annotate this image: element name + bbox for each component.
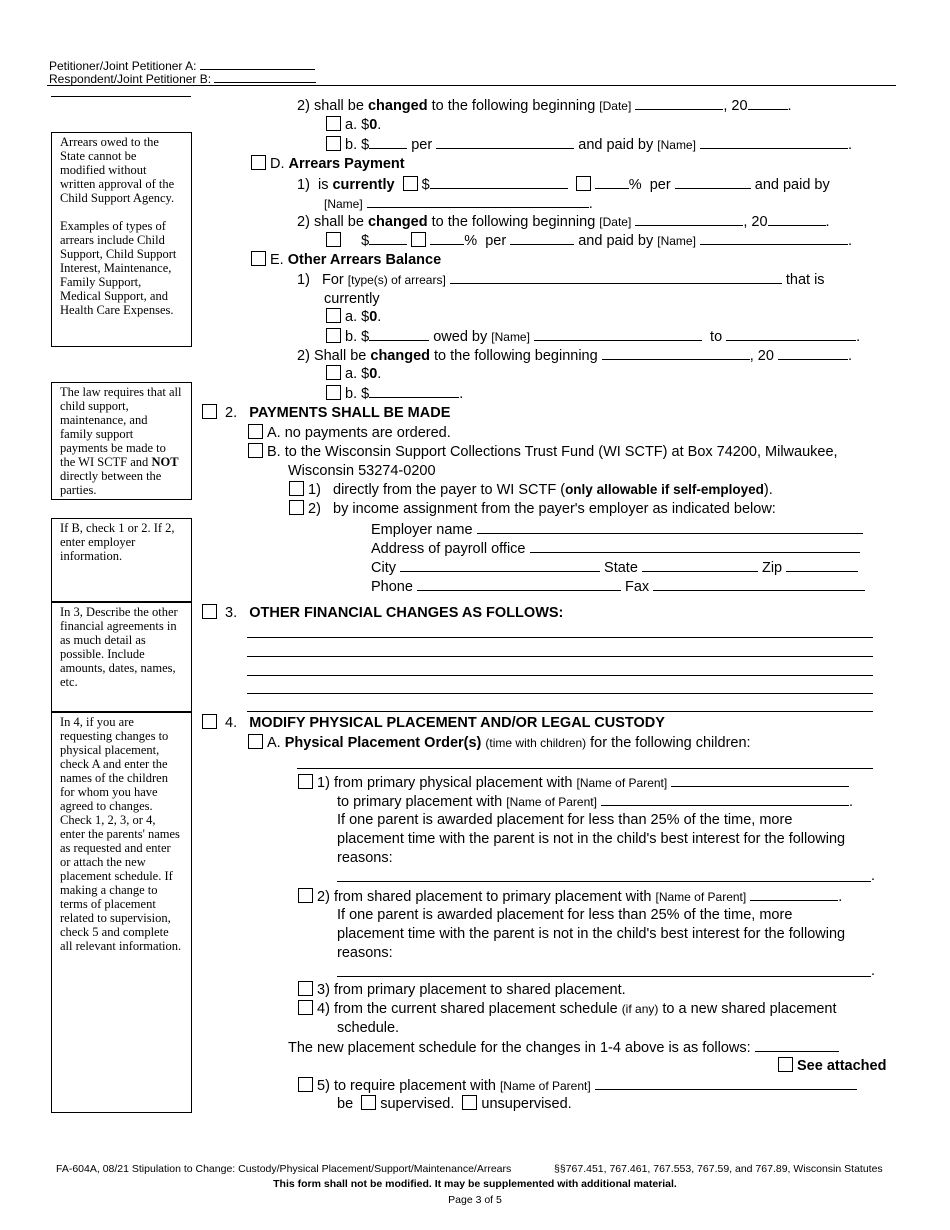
date-label: [Date] xyxy=(599,215,632,229)
twenty-label: , 20 xyxy=(743,214,768,230)
employer-label: Employer name xyxy=(371,522,473,538)
sec4-4-text: from the current shared placement schedule xyxy=(333,1001,618,1017)
option-b-label: b. $ xyxy=(345,386,370,402)
children-names-line[interactable] xyxy=(297,768,873,769)
e2-b-amount[interactable] xyxy=(369,384,459,398)
period: . xyxy=(377,117,382,133)
c2-changed: changed xyxy=(367,98,428,114)
period: . xyxy=(825,214,830,230)
c2-year-input[interactable] xyxy=(748,96,788,110)
pct-label: % xyxy=(464,233,478,249)
zip-input[interactable] xyxy=(786,558,858,572)
d2-payer[interactable] xyxy=(700,231,848,245)
see-attached-label: See attached xyxy=(797,1058,887,1074)
per-label: per xyxy=(485,233,507,249)
c2-num: 2) xyxy=(297,98,310,114)
d2-pct[interactable] xyxy=(430,231,464,245)
sec4-3-text: from primary placement to shared placement. xyxy=(333,982,626,998)
d-title: Arrears Payment xyxy=(288,156,405,172)
respondent-field xyxy=(49,69,316,86)
e-for: For xyxy=(322,272,344,288)
d-num2: 2) xyxy=(297,214,310,230)
sec4-4-checkbox[interactable] xyxy=(298,1000,313,1015)
reason-line3: reasons: xyxy=(337,850,393,866)
e-b-amount[interactable] xyxy=(369,327,429,341)
petitioner-input[interactable] xyxy=(200,56,315,70)
footer-statutes: §§767.451, 767.461, 767.553, 767.59, and 767.89, Wisconsin Statutes xyxy=(554,1163,883,1175)
c2-date-input[interactable] xyxy=(635,96,723,110)
sec2-a-checkbox[interactable] xyxy=(248,424,263,439)
reason-line3: reasons: xyxy=(337,945,393,961)
sec4-3-num: 3) xyxy=(317,982,330,998)
sidebar-arrears-note xyxy=(51,132,192,347)
d2-date[interactable] xyxy=(635,212,743,226)
sec2-b-checkbox[interactable] xyxy=(248,443,263,458)
d-letter: D. xyxy=(270,156,285,172)
e-num2: 2) xyxy=(297,348,310,364)
e-shall-be: Shall be xyxy=(313,348,367,364)
zero-value: 0 xyxy=(369,366,378,382)
sidebar-payments-note xyxy=(51,382,192,500)
option-b-label: b. $ xyxy=(345,329,370,345)
period: . xyxy=(377,309,382,325)
e-checkbox[interactable] xyxy=(251,251,266,266)
e-b-checkbox[interactable] xyxy=(326,328,341,343)
sec2-option-b xyxy=(248,443,838,461)
paid-by-label: and paid by xyxy=(754,177,830,193)
schedule-input[interactable] xyxy=(755,1038,839,1052)
e-heading xyxy=(251,251,441,269)
c2-option-a xyxy=(326,116,381,134)
sec2-b-line2: Wisconsin 53274-0200 xyxy=(288,463,436,479)
sec2-title: PAYMENTS SHALL BE MADE xyxy=(249,405,451,421)
e-title: Other Arrears Balance xyxy=(287,252,442,268)
header-rule xyxy=(47,85,896,86)
sec2-b2-num: 2) xyxy=(308,501,321,517)
fax-input[interactable] xyxy=(653,577,865,591)
sec4-item1-to xyxy=(337,792,853,811)
sec4-a-bold: Physical Placement Order(s) xyxy=(284,735,482,751)
parent-label: [Name of Parent] xyxy=(655,890,747,904)
zero-value: 0 xyxy=(369,117,378,133)
e-rest: to the following beginning xyxy=(434,348,598,364)
sec4-heading xyxy=(202,714,665,732)
option-a-label: a. $ xyxy=(345,117,370,133)
sec3-line[interactable] xyxy=(247,637,873,638)
address-label: Address of payroll office xyxy=(371,541,526,557)
sec4-item5-line2 xyxy=(337,1095,572,1113)
per-label: per xyxy=(411,137,433,153)
zip-label: Zip xyxy=(761,560,783,576)
sec2-checkbox[interactable] xyxy=(202,404,217,419)
schedule-line xyxy=(288,1038,839,1057)
sec4-5-num: 5) xyxy=(317,1078,330,1094)
sec4-a-small: (time with children) xyxy=(485,736,587,750)
see-attached xyxy=(778,1057,886,1075)
twenty-label: , 20 xyxy=(749,348,774,364)
sec2-b2-checkbox[interactable] xyxy=(289,500,304,515)
address-input[interactable] xyxy=(530,539,860,553)
sec4-a-rest: for the following children: xyxy=(590,735,751,751)
sec4-option-a xyxy=(248,734,751,752)
reason-line2: placement time with the parent is not in the child's best interest for the following xyxy=(337,926,846,942)
sec3-line[interactable] xyxy=(247,675,873,676)
supervised-checkbox[interactable] xyxy=(361,1095,376,1110)
d-line1 xyxy=(297,175,830,194)
c2-b-amount[interactable] xyxy=(369,135,407,149)
e-num1: 1) xyxy=(297,272,310,288)
d-line1b xyxy=(324,194,593,213)
payments-note-text-end: directly between the parties. xyxy=(60,469,162,497)
payments-note-not: NOT xyxy=(151,455,179,469)
period: . xyxy=(848,794,854,810)
dollar-label: $ xyxy=(361,233,370,249)
d2-amount[interactable] xyxy=(369,231,407,245)
e-currently: currently xyxy=(324,291,380,307)
sec2-b-text: B. to the Wisconsin Support Collections Trust Fund (WI SCTF) at Box 74200, Milwaukee, xyxy=(267,444,838,460)
d1-pct[interactable] xyxy=(595,175,629,189)
phone-label: Phone xyxy=(371,579,413,595)
sec4-2-checkbox[interactable] xyxy=(298,888,313,903)
sec4-a-checkbox[interactable] xyxy=(248,734,263,749)
schedule-text: The new placement schedule for the changes in 1-4 above is as follows: xyxy=(288,1040,751,1056)
e-to: to xyxy=(710,329,723,345)
footer-form: FA-604A, 08/21 Stipulation to Change: Custody/Physical Placement/Support/Maintenance/Arrears xyxy=(56,1163,512,1175)
see-attached-checkbox[interactable] xyxy=(778,1057,793,1072)
sec3-checkbox[interactable] xyxy=(202,604,217,619)
sec4-item3 xyxy=(298,981,626,999)
period: . xyxy=(838,889,843,905)
e2-option-a xyxy=(326,365,381,383)
e-line1 xyxy=(297,270,825,289)
address-row xyxy=(371,539,860,558)
c2-b-period[interactable] xyxy=(436,135,574,149)
sec3-line[interactable] xyxy=(247,711,873,712)
unsupervised-label: unsupervised. xyxy=(481,1096,572,1112)
e2-a-checkbox[interactable] xyxy=(326,365,341,380)
d-line2 xyxy=(297,212,830,231)
financial-note-text: In 3, Describe the other financial agreements in as much detail as possible. Include amounts, dates, names, etc. xyxy=(60,605,178,689)
c2-b-payer[interactable] xyxy=(700,135,848,149)
sec4-1-parent-a[interactable] xyxy=(671,773,849,787)
e2-option-b xyxy=(326,384,463,403)
petitioner-label: Petitioner/Joint Petitioner A: xyxy=(49,59,197,73)
e-letter: E. xyxy=(270,252,284,268)
sec3-line[interactable] xyxy=(247,693,873,694)
e-option-a xyxy=(326,308,381,326)
c2-rest: to the following beginning xyxy=(431,98,596,114)
sec4-4-num: 4) xyxy=(317,1001,330,1017)
phone-input[interactable] xyxy=(417,577,621,591)
sec4-item4 xyxy=(298,1000,837,1018)
placement-note-text: In 4, if you are requesting changes to physical placement, check A and enter the names of the children for whom you have agreed to changes. Check 1, 2, 3, or 4, enter the parents' names as requested and enter or attach the new placement schedule. If making a change to terms of placement related to supervision, check 5 and complete all relevant information. xyxy=(60,715,182,953)
c2-a-checkbox[interactable] xyxy=(326,116,341,131)
d-changed: changed xyxy=(367,214,428,230)
name-label: [Name] xyxy=(491,330,530,344)
e-types-label: [type(s) of arrears] xyxy=(347,273,446,287)
period: . xyxy=(847,233,852,249)
page-number: Page 3 of 5 xyxy=(448,1194,502,1206)
city-label: City xyxy=(371,560,396,576)
sec2-a-text: A. no payments are ordered. xyxy=(267,425,451,441)
period: . xyxy=(588,196,593,212)
sec4-1-reasons-input[interactable] xyxy=(337,881,871,882)
d1-period[interactable] xyxy=(675,175,751,189)
sec4-3-checkbox[interactable] xyxy=(298,981,313,996)
respondent-input[interactable] xyxy=(214,69,316,83)
sec2-b-option1 xyxy=(289,481,773,499)
d-checkbox[interactable] xyxy=(251,155,266,170)
sec4-1-num: 1) xyxy=(317,775,330,791)
sec2-heading xyxy=(202,404,450,422)
sec4-2-parent[interactable] xyxy=(750,887,838,901)
sec4-a-letter: A. xyxy=(267,735,281,751)
reason-line2: placement time with the parent is not in the child's best interest for the following xyxy=(337,831,846,847)
twenty-label: , 20 xyxy=(723,98,748,114)
city-row xyxy=(371,558,858,577)
employer-row xyxy=(371,520,863,539)
sec3-heading xyxy=(202,604,563,622)
sec4-item2 xyxy=(298,887,842,906)
e2-b-checkbox[interactable] xyxy=(326,385,341,400)
employer-note-text: If B, check 1 or 2. If 2, enter employer information. xyxy=(60,521,175,563)
d1-payer[interactable] xyxy=(367,194,589,208)
state-label: State xyxy=(604,560,638,576)
sec4-1-to: to primary placement with xyxy=(337,794,503,810)
sec2-num: 2. xyxy=(225,405,238,421)
sec4-4-rest: to a new shared placement xyxy=(662,1001,837,1017)
footer-notice: This form shall not be modified. It may be supplemented with additional material. xyxy=(273,1178,677,1190)
d-heading xyxy=(251,155,405,173)
sec4-item1 xyxy=(298,773,849,792)
sec4-1-checkbox[interactable] xyxy=(298,774,313,789)
period: . xyxy=(856,329,861,345)
e2-date[interactable] xyxy=(602,346,750,360)
d-is: is xyxy=(317,177,329,193)
paid-by-label: and paid by xyxy=(578,137,654,153)
option-a-label: a. $ xyxy=(345,366,370,382)
e-line2 xyxy=(297,346,852,365)
e-a-checkbox[interactable] xyxy=(326,308,341,323)
fax-label: Fax xyxy=(625,579,650,595)
state-input[interactable] xyxy=(642,558,758,572)
d-rest: to the following beginning xyxy=(431,214,596,230)
period: . xyxy=(871,963,876,979)
sec2-b1-end: ). xyxy=(763,482,773,498)
date-label: [Date] xyxy=(599,99,632,113)
parent-label: [Name of Parent] xyxy=(506,795,597,809)
dollar-label: $ xyxy=(421,177,430,193)
e-types-input[interactable] xyxy=(450,270,782,284)
period: . xyxy=(847,348,852,364)
payments-note-text: The law requires that all child support, maintenance, and family support payments be made to the WI SCTF and xyxy=(60,385,182,469)
arrears-note-p2: Examples of types of arrears include Child Support, Child Support Interest, Maintenance, Family Support, Medical Support, and Health Care Expenses. xyxy=(60,219,177,317)
paid-by-label: and paid by xyxy=(578,233,654,249)
respondent-label: Respondent/Joint Petitioner B: xyxy=(49,72,212,86)
e2-year[interactable] xyxy=(778,346,848,360)
e-b-to[interactable] xyxy=(726,327,856,341)
c2-shall-be: shall be xyxy=(313,98,364,114)
reason-line1: If one parent is awarded placement for less than 25% of the time, more xyxy=(337,812,793,828)
sec4-5-parent[interactable] xyxy=(595,1076,857,1090)
sec2-b1-num: 1) xyxy=(308,482,321,498)
period: . xyxy=(377,366,382,382)
d-currently: currently xyxy=(332,177,395,193)
sidebar-rule xyxy=(51,96,191,97)
per-label: per xyxy=(649,177,671,193)
sec2-b2-text: by income assignment from the payer's employer as indicated below: xyxy=(333,501,776,517)
sec3-num: 3. xyxy=(225,605,238,621)
sec4-checkbox[interactable] xyxy=(202,714,217,729)
name-label: [Name] xyxy=(324,197,363,211)
sec4-5-checkbox[interactable] xyxy=(298,1077,313,1092)
sec2-option-a xyxy=(248,424,451,442)
d2-pct-checkbox[interactable] xyxy=(411,232,426,247)
sec4-2-text: from shared placement to primary placement with xyxy=(333,889,652,905)
sec4-1-text: from primary physical placement with xyxy=(333,775,573,791)
supervised-label: supervised. xyxy=(380,1096,455,1112)
sidebar-employer-note xyxy=(51,518,192,602)
phone-row xyxy=(371,577,865,596)
d-num1: 1) xyxy=(297,177,310,193)
sec4-2-reasons-input[interactable] xyxy=(337,976,871,977)
e-that-is: that is xyxy=(785,272,825,288)
sec3-title: OTHER FINANCIAL CHANGES AS FOLLOWS: xyxy=(249,605,564,621)
d2-period[interactable] xyxy=(510,231,574,245)
sec4-item5 xyxy=(298,1076,857,1095)
period: . xyxy=(787,98,792,114)
sec4-5-text: to require placement with xyxy=(333,1078,496,1094)
d1-pct-checkbox[interactable] xyxy=(576,176,591,191)
e-b-owed-by[interactable] xyxy=(534,327,702,341)
c2-line xyxy=(297,96,792,115)
employer-input[interactable] xyxy=(477,520,863,534)
e-owed-by: owed by xyxy=(433,329,488,345)
be-label: be xyxy=(337,1096,354,1112)
city-input[interactable] xyxy=(400,558,600,572)
e-option-b xyxy=(326,327,860,346)
sec4-2-num: 2) xyxy=(317,889,330,905)
c2-option-b xyxy=(326,135,852,154)
name-label: [Name] xyxy=(657,138,696,152)
sec2-b1-text: directly from the payer to WI SCTF ( xyxy=(333,482,566,498)
option-b-label: b. $ xyxy=(345,137,370,153)
sec2-b-option2 xyxy=(289,500,776,518)
parent-label: [Name of Parent] xyxy=(499,1079,591,1093)
sec2-b1-bold: only allowable if self-employed xyxy=(565,482,764,497)
period: . xyxy=(847,137,853,153)
e-changed: changed xyxy=(370,348,430,364)
unsupervised-checkbox[interactable] xyxy=(462,1095,477,1110)
sec4-num: 4. xyxy=(225,715,238,731)
d2-dollar-checkbox[interactable] xyxy=(326,232,341,247)
parent-label: [Name of Parent] xyxy=(576,776,668,790)
sec4-item4-line2: schedule. xyxy=(337,1020,400,1036)
d-shall-be: shall be xyxy=(313,214,364,230)
c2-b-checkbox[interactable] xyxy=(326,136,341,151)
sec4-4-small: (if any) xyxy=(621,1002,659,1016)
period: . xyxy=(459,386,464,402)
sidebar-financial-note xyxy=(51,602,192,712)
period: . xyxy=(871,868,876,884)
sidebar-placement-note xyxy=(51,712,192,1113)
d2-year[interactable] xyxy=(768,212,826,226)
d-line2b xyxy=(326,231,852,250)
name-label: [Name] xyxy=(657,234,696,248)
reason-line1: If one parent is awarded placement for less than 25% of the time, more xyxy=(337,907,793,923)
d1-amount[interactable] xyxy=(430,175,568,189)
pct-label: % xyxy=(628,177,642,193)
sec3-line[interactable] xyxy=(247,656,873,657)
sec4-title: MODIFY PHYSICAL PLACEMENT AND/OR LEGAL CUSTODY xyxy=(249,715,665,731)
arrears-note-p1: Arrears owed to the State cannot be modified without written approval of the Child Support Agency. xyxy=(60,135,175,205)
d1-dollar-checkbox[interactable] xyxy=(403,176,418,191)
zero-value: 0 xyxy=(369,309,378,325)
sec2-b1-checkbox[interactable] xyxy=(289,481,304,496)
option-a-label: a. $ xyxy=(345,309,370,325)
sec4-1-parent-b[interactable] xyxy=(601,792,849,806)
